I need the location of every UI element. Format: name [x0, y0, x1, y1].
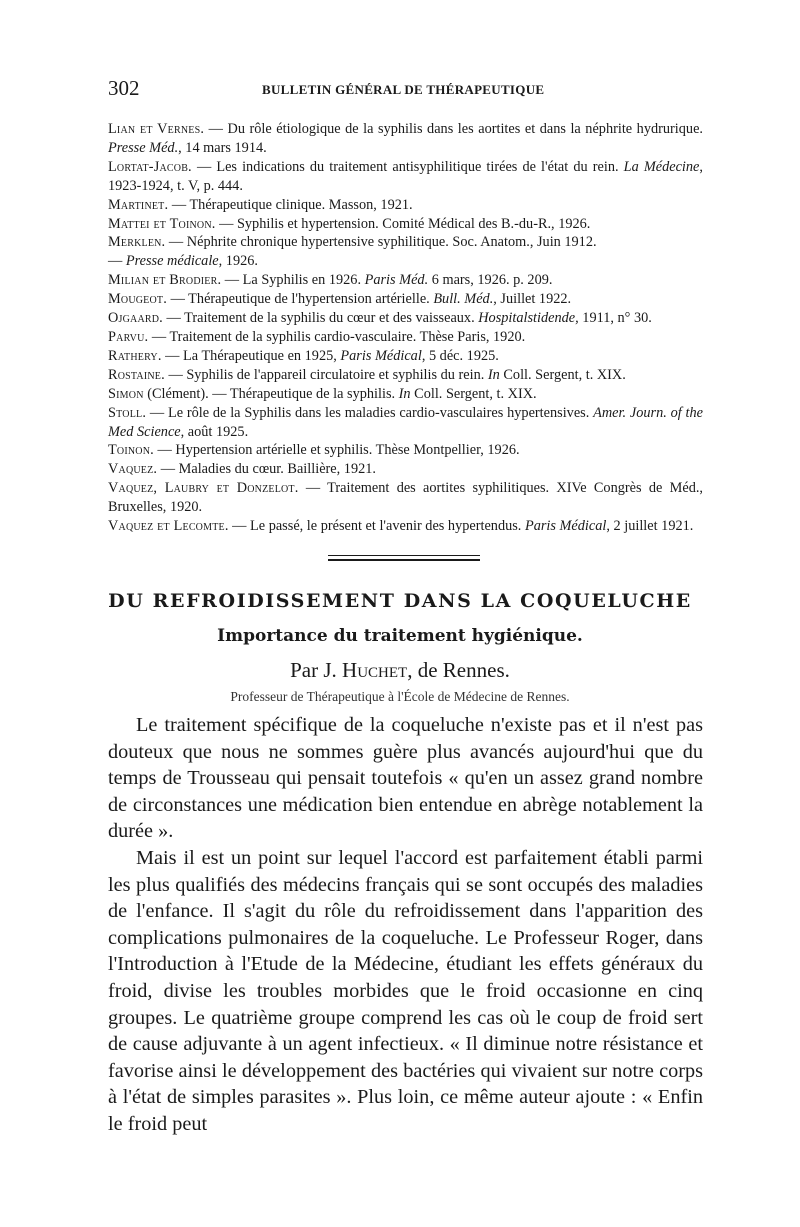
- reference-entry: [108, 196, 703, 215]
- reference-tail: , août 1925.: [180, 423, 249, 440]
- author-prefix: Par J.: [290, 658, 343, 682]
- reference-source: Paris Méd.: [364, 272, 429, 289]
- reference-text: — Le rôle de la Syphilis dans les maladies cardio-vasculaires hypertensives.: [146, 404, 594, 421]
- reference-author: Lortat-Jacob.: [108, 158, 192, 175]
- reference-tail: , 2 juillet 1921.: [606, 518, 694, 535]
- author-affiliation: Professeur de Thérapeutique à l'École de Médecine de Rennes.: [230, 689, 570, 704]
- reference-text: — La Thérapeutique en 1925,: [161, 347, 341, 364]
- reference-entry: [108, 215, 703, 234]
- reference-entry: [108, 328, 703, 347]
- body-paragraph: Mais il est un point sur lequel l'accord est parfaitement établi parmi les plus qualifiés des médecins français qui se sont occupés des maladies de l'enfance. Il s'agit du rôle du refroidissement dans l'apparition des complications pulmonaires de la coqueluche. Le Professeur Roger, dans l'Introduction à l'Etude de la Médecine, étudiant les effets généraux du froid, divise les troubles morbides que le froid occasionne en cinq groupes. Le quatrième groupe comprend les cas où le coup de froid sert de cause adjuvante à un agent infectieux. « Il diminue notre résistance et favorise ainsi le développement des bactéries qui vivaient sur notre corps à l'état de simples parasites ». Plus loin, ce même auteur ajoute : « Enfin le froid peut: [108, 846, 703, 1135]
- reference-source: Amer. Journ. of the Med Science: [108, 404, 703, 440]
- reference-source: Presse Méd.: [108, 139, 179, 156]
- reference-tail: Coll. Sergent, t. XIX.: [410, 385, 537, 402]
- author-name: Huchet: [342, 658, 408, 682]
- reference-text: — Maladies du cœur. Baillière, 1921.: [157, 461, 376, 478]
- reference-author: Parvu.: [108, 328, 149, 345]
- reference-tail: 1911, n° 30.: [578, 310, 652, 327]
- reference-author: Vaquez et Lecomte.: [108, 518, 229, 535]
- reference-text: — Thérapeutique clinique. Masson, 1921.: [168, 196, 413, 213]
- reference-source: Paris Médical: [340, 347, 422, 364]
- reference-text: — Traitement de la syphilis cardio-vasculaire. Thèse Paris, 1920.: [148, 328, 526, 345]
- reference-entry: [108, 460, 703, 479]
- reference-tail: , 1923-1924, t. V, p. 444.: [108, 158, 703, 194]
- separator-rule-thick: [328, 559, 480, 561]
- reference-source: In: [398, 385, 411, 402]
- reference-author: Lian et Vernes.: [108, 121, 205, 137]
- reference-source: In: [487, 366, 500, 383]
- reference-text: — La Syphilis en 1926.: [221, 272, 365, 289]
- reference-entry: [108, 517, 703, 536]
- reference-author: Stoll.: [108, 404, 147, 421]
- reference-text: — Du rôle étiologique de la syphilis dans les aortites et dans la néphrite hydrurique.: [204, 121, 703, 137]
- body-paragraph: Le traitement spécifique de la coqueluche n'existe pas et il n'est pas douteux que nous ne sommes guère plus avancés aujourd'hui que du temps de Trousseau qui pensait toutefois « qu'en un assez grand nombre de circonstances une médication bien entendue en abrège notablement la durée ».: [108, 714, 703, 843]
- separator-rule-thin: [328, 555, 480, 556]
- reference-tail: 6 mars, 1926. p. 209.: [428, 272, 553, 289]
- reference-text: — Néphrite chronique hypertensive syphilitique. Soc. Anatom., Juin 1912.: [165, 234, 597, 251]
- article-subtitle: Importance du traitement hygiénique.: [217, 626, 583, 646]
- reference-text: (Clément). — Thérapeutique de la syphilis.: [143, 385, 399, 402]
- reference-entry: [108, 271, 703, 290]
- page-header: [108, 72, 708, 102]
- reference-entry: [108, 252, 703, 271]
- reference-text: — Hypertension artérielle et syphilis. Thèse Montpellier, 1926.: [153, 442, 520, 459]
- reference-author: Martinet.: [108, 196, 169, 213]
- reference-text: — Traitement de la syphilis du cœur et des vaisseaux.: [162, 310, 479, 327]
- reference-entry: [108, 158, 703, 196]
- reference-entry: [108, 479, 703, 517]
- reference-entry: [108, 366, 703, 385]
- reference-author: Simon: [108, 385, 144, 402]
- reference-author: Toinon.: [108, 442, 154, 459]
- reference-text: — Syphilis de l'appareil circulatoire et syphilis du rein.: [164, 366, 488, 383]
- reference-entry: [108, 404, 703, 442]
- reference-text: — Traitement des aortites syphilitiques. XIVe Congrès de Méd., Bruxelles, 1920.: [108, 480, 703, 516]
- reference-text: — Thérapeutique de l'hypertension artérielle.: [167, 291, 434, 308]
- bibliography: [108, 120, 703, 536]
- reference-entry: [108, 290, 703, 309]
- reference-entry: [108, 347, 703, 366]
- reference-source: Bull. Méd.: [433, 291, 494, 308]
- reference-entry: [108, 120, 703, 158]
- reference-tail: Coll. Sergent, t. XIX.: [499, 366, 626, 383]
- running-title: BULLETIN GÉNÉRAL DE THÉRAPEUTIQUE: [262, 82, 545, 97]
- article-author: [0, 658, 800, 683]
- reference-source: Presse médicale: [125, 253, 219, 270]
- reference-tail: , 1926.: [218, 253, 258, 270]
- reference-text: — Syphilis et hypertension. Comité Médical des B.-du-R., 1926.: [215, 215, 591, 232]
- reference-author: Vaquez, Laubry et Donzelot.: [108, 480, 299, 497]
- reference-author: Mougeot.: [108, 291, 167, 308]
- reference-author: Ojgaard.: [108, 310, 163, 327]
- reference-tail: , Juillet 1922.: [493, 291, 572, 308]
- reference-tail: , 14 mars 1914.: [178, 139, 267, 156]
- reference-author: Vaquez.: [108, 461, 158, 478]
- reference-entry: [108, 385, 703, 404]
- reference-entry: [108, 309, 703, 328]
- reference-tail: , 5 déc. 1925.: [421, 347, 499, 364]
- reference-author: Rathery.: [108, 347, 162, 364]
- article-body: [108, 712, 703, 1138]
- reference-entry: [108, 233, 703, 252]
- article-title: DU REFROIDISSEMENT DANS LA COQUELUCHE: [108, 590, 692, 612]
- reference-source: Hospitalstidende,: [478, 310, 579, 327]
- reference-author: Milian et Brodier.: [108, 272, 222, 289]
- reference-text: —: [108, 253, 126, 270]
- reference-source: La Médecine: [623, 158, 700, 175]
- reference-author: Mattei et Toinon.: [108, 215, 216, 232]
- reference-text: — Les indications du traitement antisyphilitique tirées de l'état du rein.: [191, 158, 624, 175]
- reference-source: Paris Médical: [524, 518, 607, 535]
- page-number: 302: [108, 76, 140, 100]
- reference-author: Rostaine.: [108, 366, 165, 383]
- reference-entry: [108, 441, 703, 460]
- author-suffix: , de Rennes.: [407, 658, 510, 682]
- reference-text: — Le passé, le présent et l'avenir des hypertendus.: [228, 518, 525, 535]
- reference-author: Merklen.: [108, 234, 166, 251]
